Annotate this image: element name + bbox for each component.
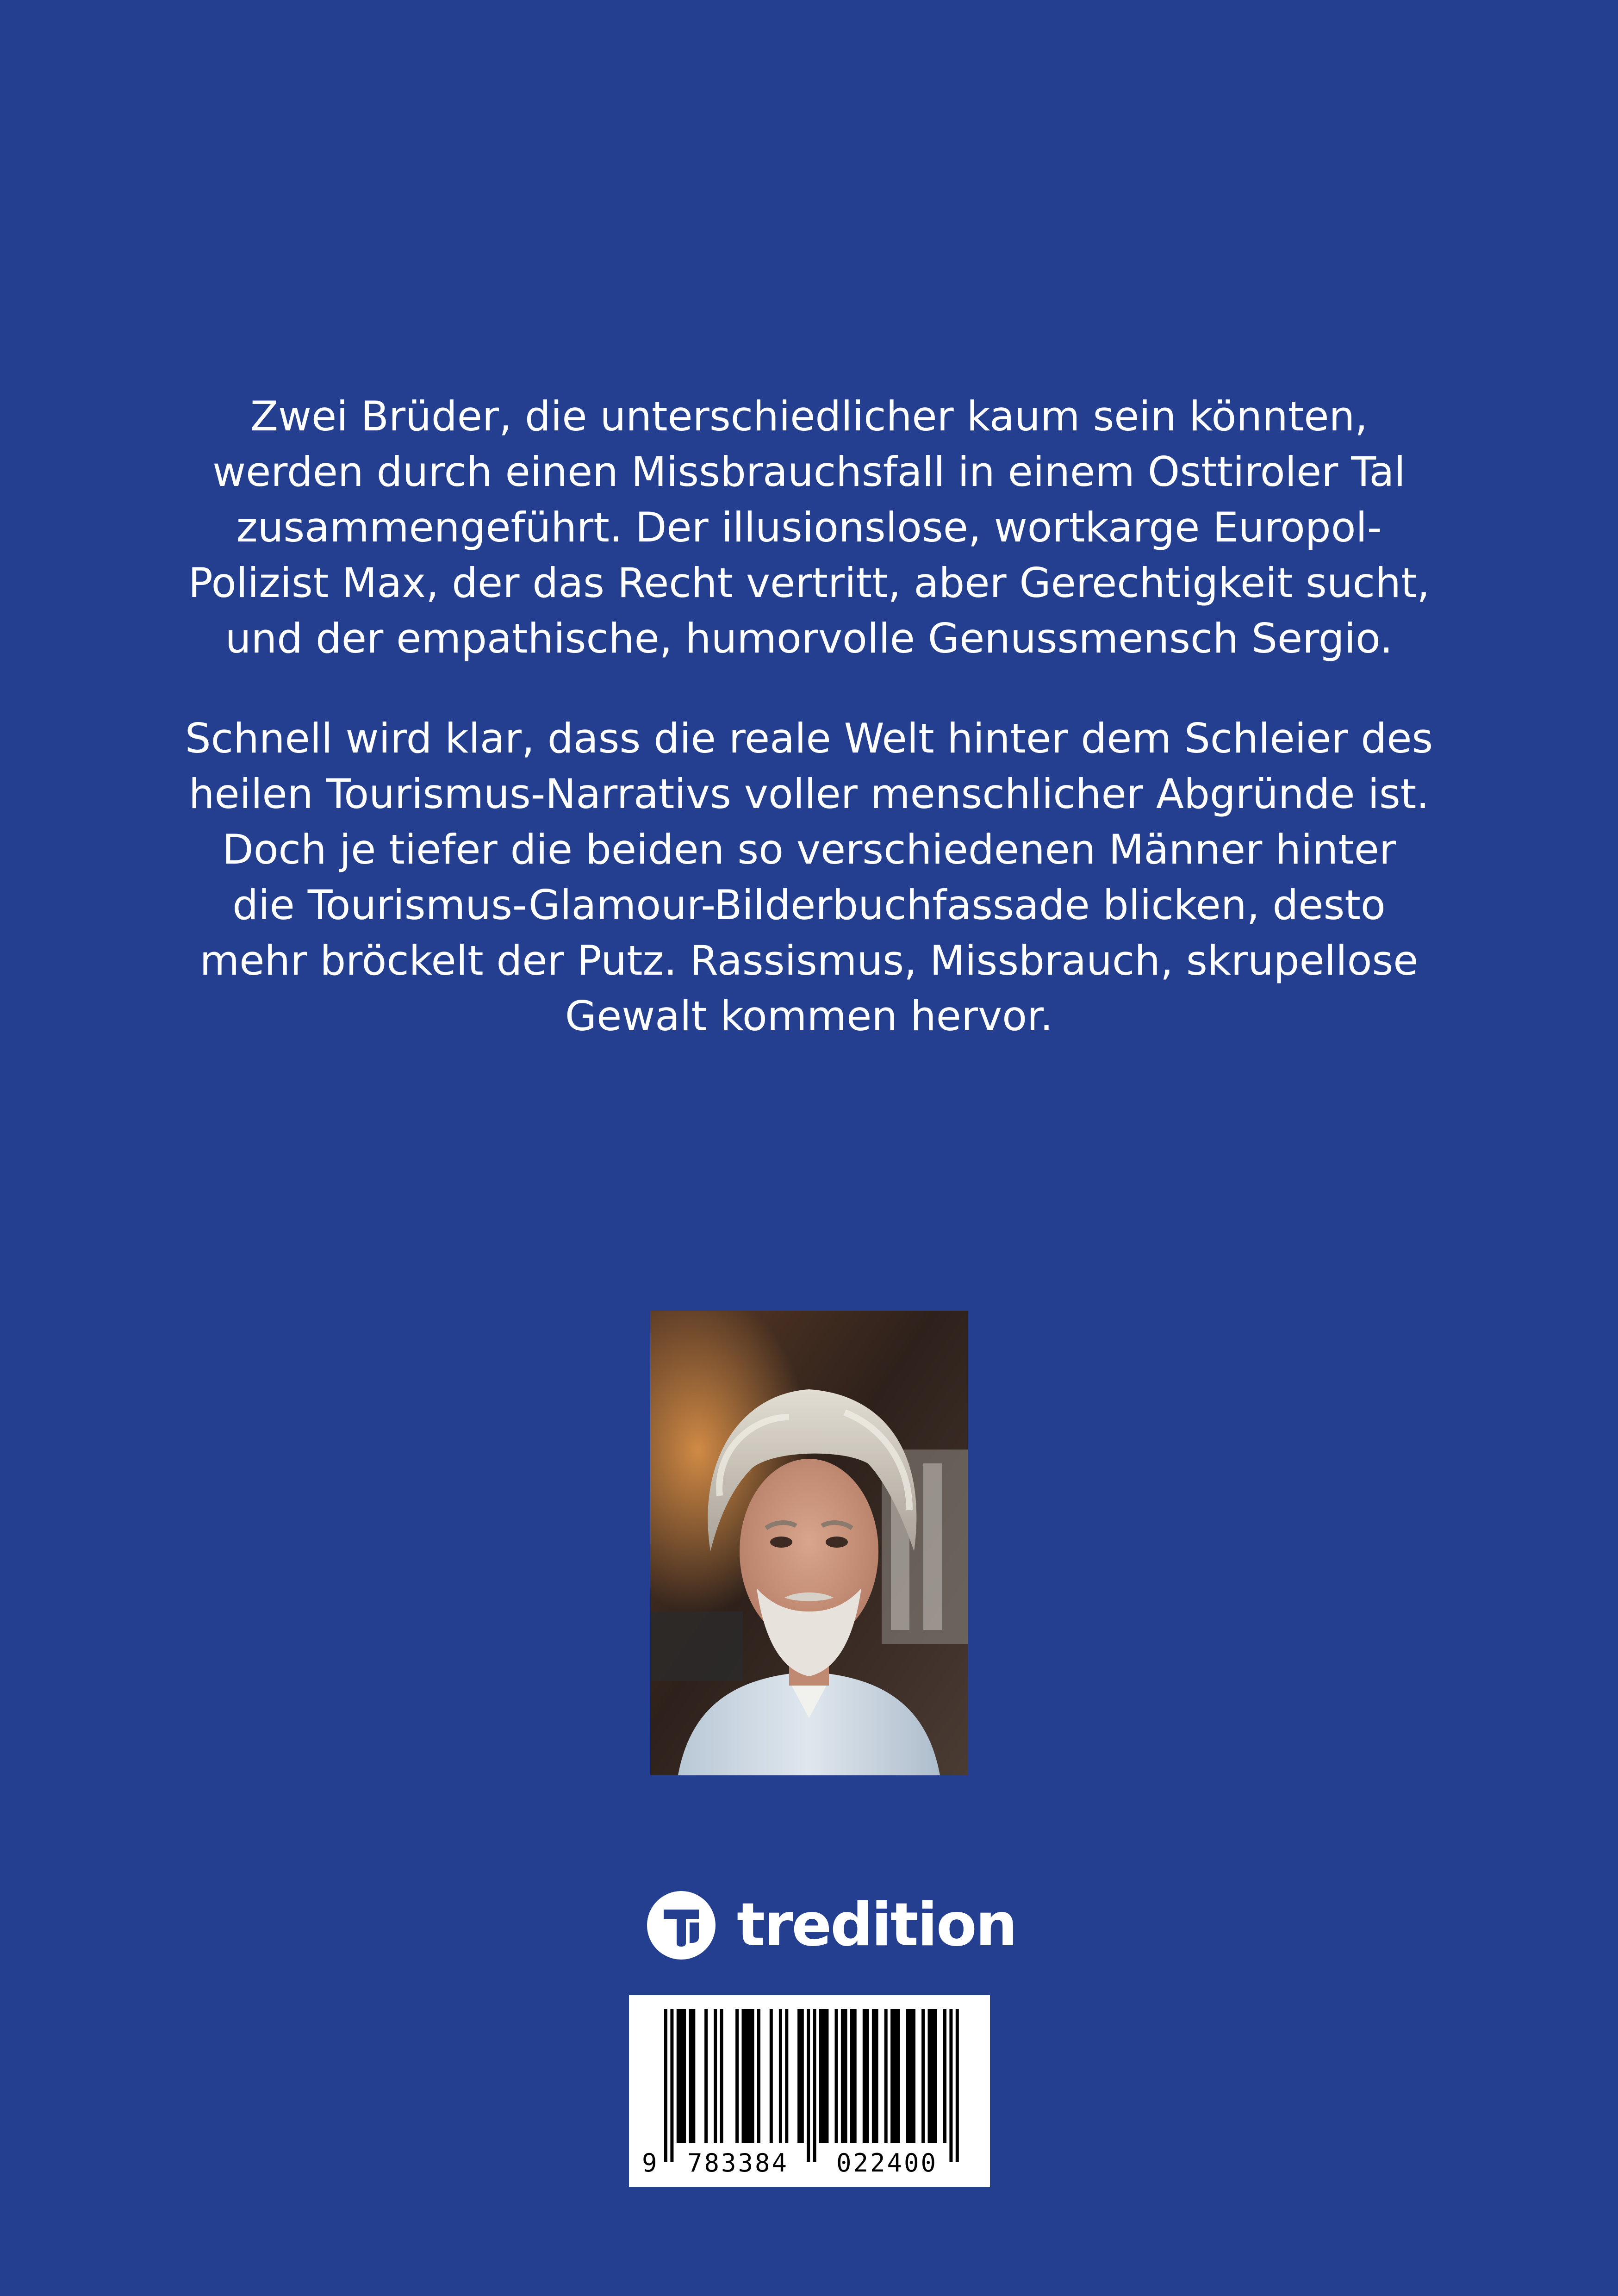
barcode-bar — [906, 2009, 909, 2143]
barcode-bar — [835, 2009, 838, 2143]
blurb-line: mehr bröckelt der Putz. Rassismus, Missbrauch, skrupellose — [199, 937, 1419, 984]
barcode-bar — [934, 2009, 937, 2143]
barcode-bar — [797, 2009, 801, 2143]
barcode-bar — [704, 2009, 708, 2143]
barcode-bar — [680, 2009, 683, 2143]
barcode-bar — [735, 2009, 739, 2143]
barcode-bar — [785, 2009, 788, 2143]
barcode-bar — [751, 2009, 754, 2143]
barcode-bar — [689, 2009, 692, 2143]
author-portrait-icon — [650, 1311, 968, 1775]
blurb-line: Zwei Brüder, die unterschiedlicher kaum sein könnten, — [250, 392, 1368, 440]
blurb-line: Schnell wird klar, dass die reale Welt hinter dem Schleier des — [185, 715, 1433, 762]
blurb-text — [176, 389, 1442, 1089]
barcode-bar — [897, 2009, 900, 2143]
barcode-bar — [714, 2009, 717, 2143]
author-photo — [650, 1311, 968, 1775]
barcode-bar — [909, 2009, 912, 2143]
barcode-bar — [822, 2009, 826, 2143]
publisher-name: tredition — [737, 1891, 1016, 1960]
barcode-bar — [720, 2009, 723, 2143]
barcode-bar — [757, 2009, 760, 2143]
barcode-bar — [841, 2009, 844, 2143]
barcode-bar — [844, 2009, 847, 2143]
barcode-bar — [928, 2009, 931, 2143]
blurb-line: Doch je tiefer die beiden so verschiedenen Männer hinter — [222, 826, 1396, 873]
barcode-bar — [872, 2009, 875, 2143]
blurb-paragraph-1 — [176, 389, 1442, 666]
barcode-first-digit: 9 — [642, 2148, 657, 2178]
blurb-line: und der empathische, humorvolle Genussmensch Sergio. — [225, 615, 1393, 662]
barcode-bar — [825, 2009, 828, 2143]
barcode-bar — [890, 2009, 894, 2143]
barcode-bar — [748, 2009, 751, 2143]
barcode-left-group: 783384 — [687, 2148, 789, 2178]
blurb-line: die Tourismus-Glamour-Bilderbuchfassade blicken, desto — [232, 881, 1386, 929]
barcode-bar — [956, 2009, 959, 2162]
barcode-bar — [683, 2009, 686, 2143]
blurb-paragraph-2 — [176, 711, 1442, 1044]
blurb-line: Gewalt kommen hervor. — [565, 992, 1053, 1040]
barcode-right-group: 022400 — [836, 2148, 938, 2178]
barcode-bar — [770, 2009, 773, 2143]
tredition-logo-icon — [647, 1891, 716, 1960]
barcode-bar — [670, 2009, 673, 2162]
barcode-bar — [884, 2009, 888, 2143]
blurb-line: zusammengeführt. Der illusionslose, wortkarge Europol- — [236, 504, 1382, 551]
barcode-bar — [742, 2009, 745, 2143]
barcode-bar — [931, 2009, 934, 2143]
blurb-line: Polizist Max, der das Recht vertritt, aber Gerechtigkeit sucht, — [188, 559, 1430, 607]
barcode-bar — [850, 2009, 853, 2143]
barcode-bar — [807, 2009, 810, 2162]
publisher-logo — [647, 1891, 1016, 1960]
barcode-bar — [677, 2009, 680, 2143]
barcode-bar — [853, 2009, 857, 2143]
barcode-bar — [692, 2009, 695, 2143]
barcode-bar — [943, 2009, 946, 2143]
barcode-bar — [745, 2009, 748, 2143]
barcode-bar — [863, 2009, 866, 2143]
barcode-bar — [819, 2009, 822, 2143]
barcode-bar — [921, 2009, 925, 2143]
barcode-bar — [866, 2009, 869, 2143]
barcode-bar — [875, 2009, 878, 2143]
blurb-line: werden durch einen Missbrauchsfall in einem Osttiroler Tal — [212, 448, 1406, 496]
isbn-barcode — [629, 1995, 990, 2187]
barcode-bar — [664, 2009, 667, 2162]
barcode-bar — [813, 2009, 816, 2162]
barcode-digits — [629, 2147, 990, 2179]
barcode-bar — [912, 2009, 915, 2143]
blurb-line: heilen Tourismus-Narrativs voller menschlicher Abgründe ist. — [188, 770, 1430, 818]
barcode-bar — [894, 2009, 897, 2143]
barcode-bar — [801, 2009, 804, 2143]
barcode-bar — [949, 2009, 952, 2162]
barcode-bar — [779, 2009, 782, 2143]
